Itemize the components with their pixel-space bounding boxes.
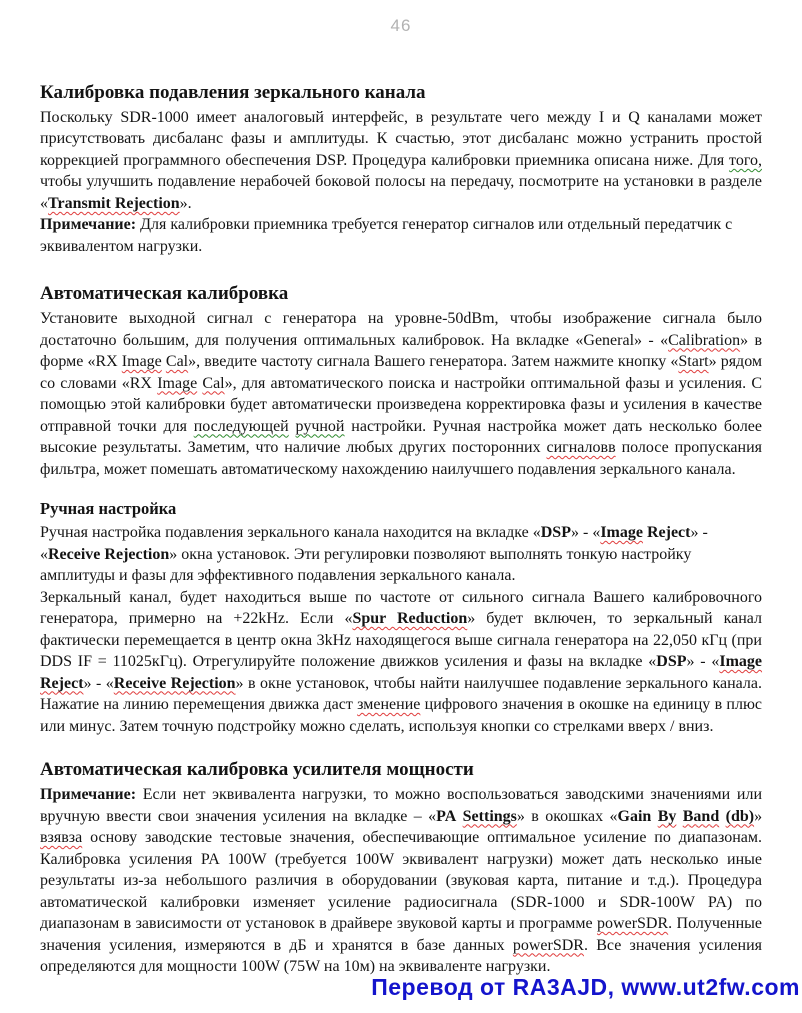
- section-manual-adjustment: [40, 500, 762, 737]
- paragraph: Установите выходной сигнал с генератора на уровне-50dBm, чтобы изображение сигнала было достаточно большим, для получения оптимальных калибровок. На вкладке «General» - «Calibration» в форме «RX Image Cal», введите частоту сигнала Вашего генератора. Затем нажмите кнопку «Start» рядом со словами «RX Image Cal», для автоматического поиска и настройки оптимальной фазы и усиления. С помощью этой калибровки будет автоматически произведена корректировка фазы и усиления в качестве отправной точки для последующей ручной настройки. Ручная настройка может дать несколько более высокие результаты. Заметим, что наличие любых других посторонних сигналовв полосе пропускания фильтра, может помешать автоматическому нахождению наилучшего подавления зеркального канала.: [40, 310, 763, 478]
- heading-image-rejection-calibration: Калибровка подавления зеркального канала: [40, 82, 426, 103]
- paragraph-note: Примечание: Для калибровки приемника требуется генератор сигналов или отдельный передатчик с эквивалентом нагрузки.: [40, 216, 733, 255]
- paragraph: Зеркальный канал, будет находиться выше по частоте от сильного сигнала Вашего калибровочного генератора, примерно на +22kHz. Если «Spur Reduction» будет включен, то зеркальный канал фактически перемещается в центр окна 3kHz находящегося выше сигнала генератора на 22,050 кГц (при DDS IF = 11025кГц). Отрегулируйте положение движков усиления и фазы на вкладке «DSP» - «Image Reject» - «Receive Rejection» в окне установок, чтобы найти наилучшее подавление зеркального канала. Нажатие на линию перемещения движка даст зменение цифрового значения в окошке на единицу в плюс или минус. Затем точную подстройку можно сделать, используя кнопки со стрелками вверх / вниз.: [40, 588, 763, 735]
- section-pa-calibration: [40, 759, 762, 977]
- heading-pa-calibration: Автоматическая калибровка усилителя мощности: [40, 759, 474, 781]
- paragraph: Поскольку SDR-1000 имеет аналоговый интерфейс, в результате чего между I и Q каналами может присутствовать дисбаланс фазы и амплитуды. К счастью, этот дисбаланс можно устранить простой коррекцией программного обеспечения DSP. Процедура калибровки приемника описана ниже. Для того, чтобы улучшить подавление нерабочей боковой полосы на передачу, посмотрите на установки в разделе «Transmit Rejection».: [40, 108, 762, 212]
- paragraph-note: Примечание: Если нет эквивалента нагрузки, то можно воспользоваться заводскими значениями или вручную ввести свои значения усиления на вкладке – «PA Settings» в окошках «Gain By Band (db)» взявза основу заводские тестовые значения, обеспечивающие оптимальное усиление по диапазонам. Калибровка усиления PA 100W (требуется 100W эквивалент нагрузки) может дать несколько иные результаты из-за небольшого различия в оборудовании (звуковая карта, питание и т.д.). Процедура автоматической калибровки изменяет усиление радиосигнала (SDR-1000 и SDR-100W PA) по диапазонам в зависимости от установок в драйвере звуковой карты и программе powerSDR. Полученные значения усиления, измеряются в дБ и хранятся в базе данных powerSDR. Все значения усиления определяются для мощности 100W (75W на 10м) на эквиваленте нагрузки.: [40, 786, 763, 975]
- section-automatic-calibration: [40, 283, 762, 480]
- document-body: [40, 82, 762, 978]
- translator-credit: Перевод от RA3AJD, www.ut2fw.com: [371, 974, 800, 1000]
- section-image-rejection-calibration: [40, 82, 762, 257]
- page-number: 46: [390, 16, 412, 35]
- paragraph: Ручная настройка подавления зеркального канала находится на вкладке «DSP» - «Image Reject» - «Receive Rejection» окна установок. Эти регулировки позволяют выполнять тонкую настройку амплитуды и фазы для эффективного подавления зеркального канала.: [40, 524, 708, 585]
- heading-manual-adjustment: Ручная настройка: [40, 499, 177, 519]
- heading-automatic-calibration: Автоматическая калибровка: [40, 283, 289, 305]
